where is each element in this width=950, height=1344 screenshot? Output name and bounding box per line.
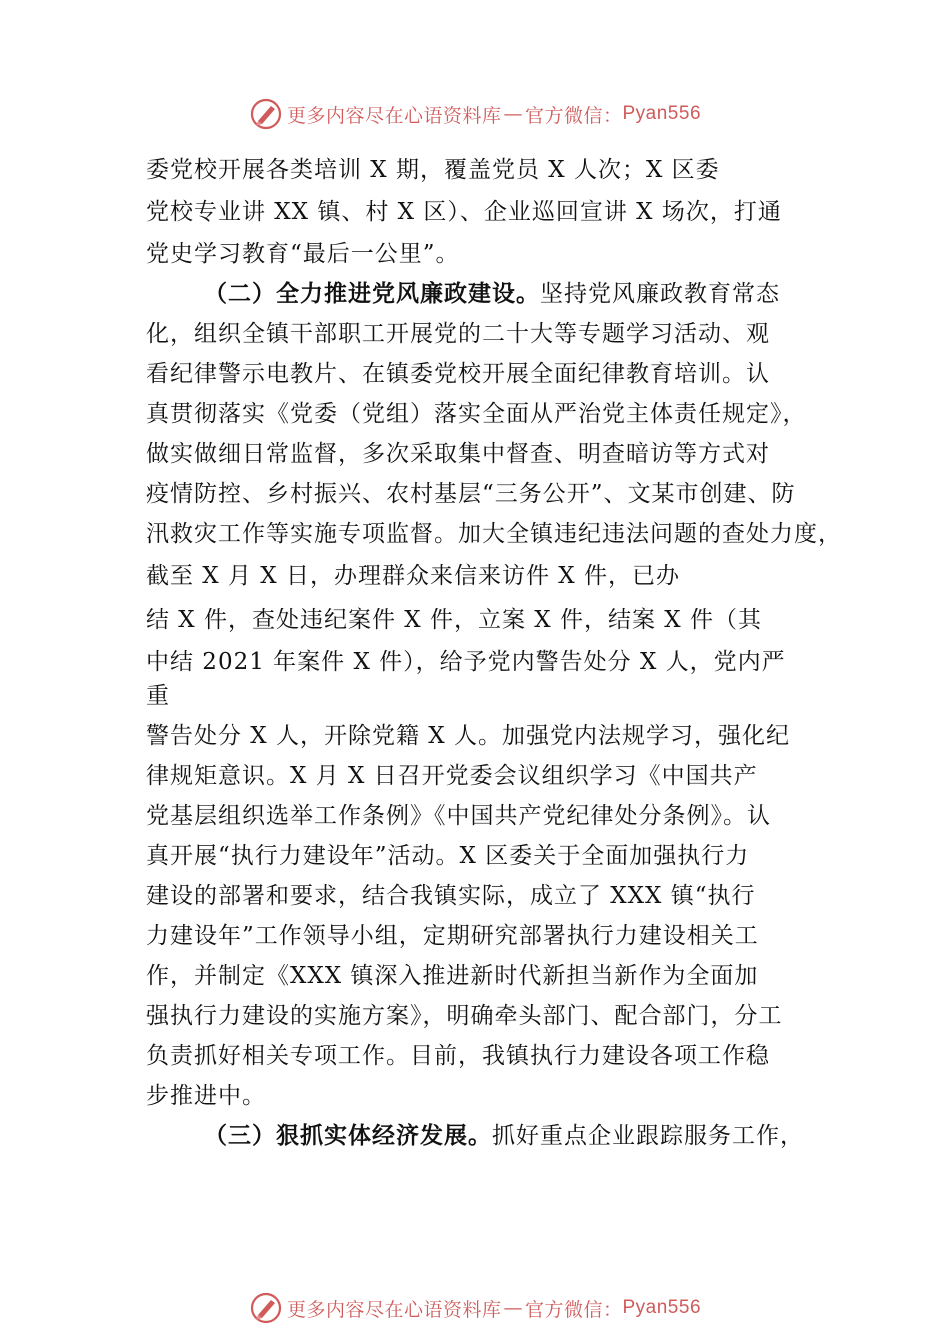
section-heading-3-text: 抓好重点企业跟踪服务工作，	[492, 1123, 804, 1149]
watermark-separator: —	[503, 1297, 523, 1319]
text-line: 警告处分 X 人，开除党籍 X 人。加强党内法规学习，强化纪	[146, 723, 790, 749]
watermark-footer	[0, 1290, 950, 1326]
watermark-contact-label: 官方微信：	[524, 104, 623, 127]
text-line: 作，并制定《XXX 镇深入推进新时代新担当新作为全面加	[146, 963, 759, 989]
document-body	[146, 150, 842, 1156]
text-line: 做实做细日常监督，多次采取集中督查、明查暗访等方式对	[146, 441, 770, 467]
pen-seal-logo-icon	[249, 97, 283, 131]
text-line: 重	[146, 683, 170, 709]
section-heading-2-line	[146, 274, 836, 314]
text-line: 化，组织全镇干部职工开展党的二十大等专题学习活动、观	[146, 321, 770, 347]
watermark-separator: —	[503, 103, 523, 125]
text-line: 力建设年”工作领导小组，定期研究部署执行力建设相关工	[146, 923, 759, 949]
text-line: 真开展“执行力建设年”活动。X 区委关于全面加强执行力	[146, 843, 750, 869]
watermark-header	[0, 96, 950, 132]
section-heading-2-text: 坚持党风廉政教育常态	[540, 281, 780, 307]
section-heading-2: （二）全力推进党风廉政建设。	[204, 280, 540, 307]
text-line: 党史学习教育“最后一公里”。	[146, 241, 460, 267]
text-line: 疫情防控、乡村振兴、农村基层“三务公开”、文某市创建、防	[146, 481, 796, 507]
text-line: 建设的部署和要求，结合我镇实际，成立了 XXX 镇“执行	[146, 883, 756, 909]
watermark-contact-label: 官方微信：	[524, 1298, 623, 1321]
text-line: 负责抓好相关专项工作。目前，我镇执行力建设各项工作稳	[146, 1043, 770, 1069]
watermark-text: 更多内容尽在心语资料库	[286, 104, 502, 127]
text-line: 党校专业讲 XX 镇、村 X 区）、企业巡回宣讲 X 场次，打通	[146, 199, 782, 225]
section-heading-3: （三）狠抓实体经济发展。	[204, 1122, 492, 1149]
text-line: 看纪律警示电教片、在镇委党校开展全面纪律教育培训。认	[146, 361, 770, 387]
text-line: 汛救灾工作等实施专项监督。加大全镇违纪违法问题的查处力度，	[146, 521, 842, 547]
watermark-contact-id: Pyan556	[622, 1297, 702, 1318]
watermark-contact-id: Pyan556	[622, 103, 702, 124]
text-line: 步推进中。	[146, 1083, 266, 1109]
watermark-text: 更多内容尽在心语资料库	[286, 1298, 502, 1321]
text-line: 中结 2021 年案件 X 件），给予党内警告处分 X 人，党内严	[146, 649, 786, 675]
section-heading-3-line	[146, 1116, 836, 1156]
text-line: 结 X 件，查处违纪案件 X 件，立案 X 件，结案 X 件（其	[146, 607, 762, 633]
text-line: 律规矩意识。X 月 X 日召开党委会议组织学习《中国共产	[146, 763, 758, 789]
pen-seal-logo-icon	[249, 1291, 283, 1325]
text-line: 党基层组织选举工作条例》《中国共产党纪律处分条例》。认	[146, 803, 771, 829]
text-line: 委党校开展各类培训 X 期，覆盖党员 X 人次；X 区委	[146, 157, 720, 183]
text-line: 截至 X 月 X 日，办理群众来信来访件 X 件，已办	[146, 563, 680, 589]
text-line: 真贯彻落实《党委（党组）落实全面从严治党主体责任规定》，	[146, 401, 807, 427]
text-line: 强执行力建设的实施方案》，明确牵头部门、配合部门，分工	[146, 1003, 783, 1029]
